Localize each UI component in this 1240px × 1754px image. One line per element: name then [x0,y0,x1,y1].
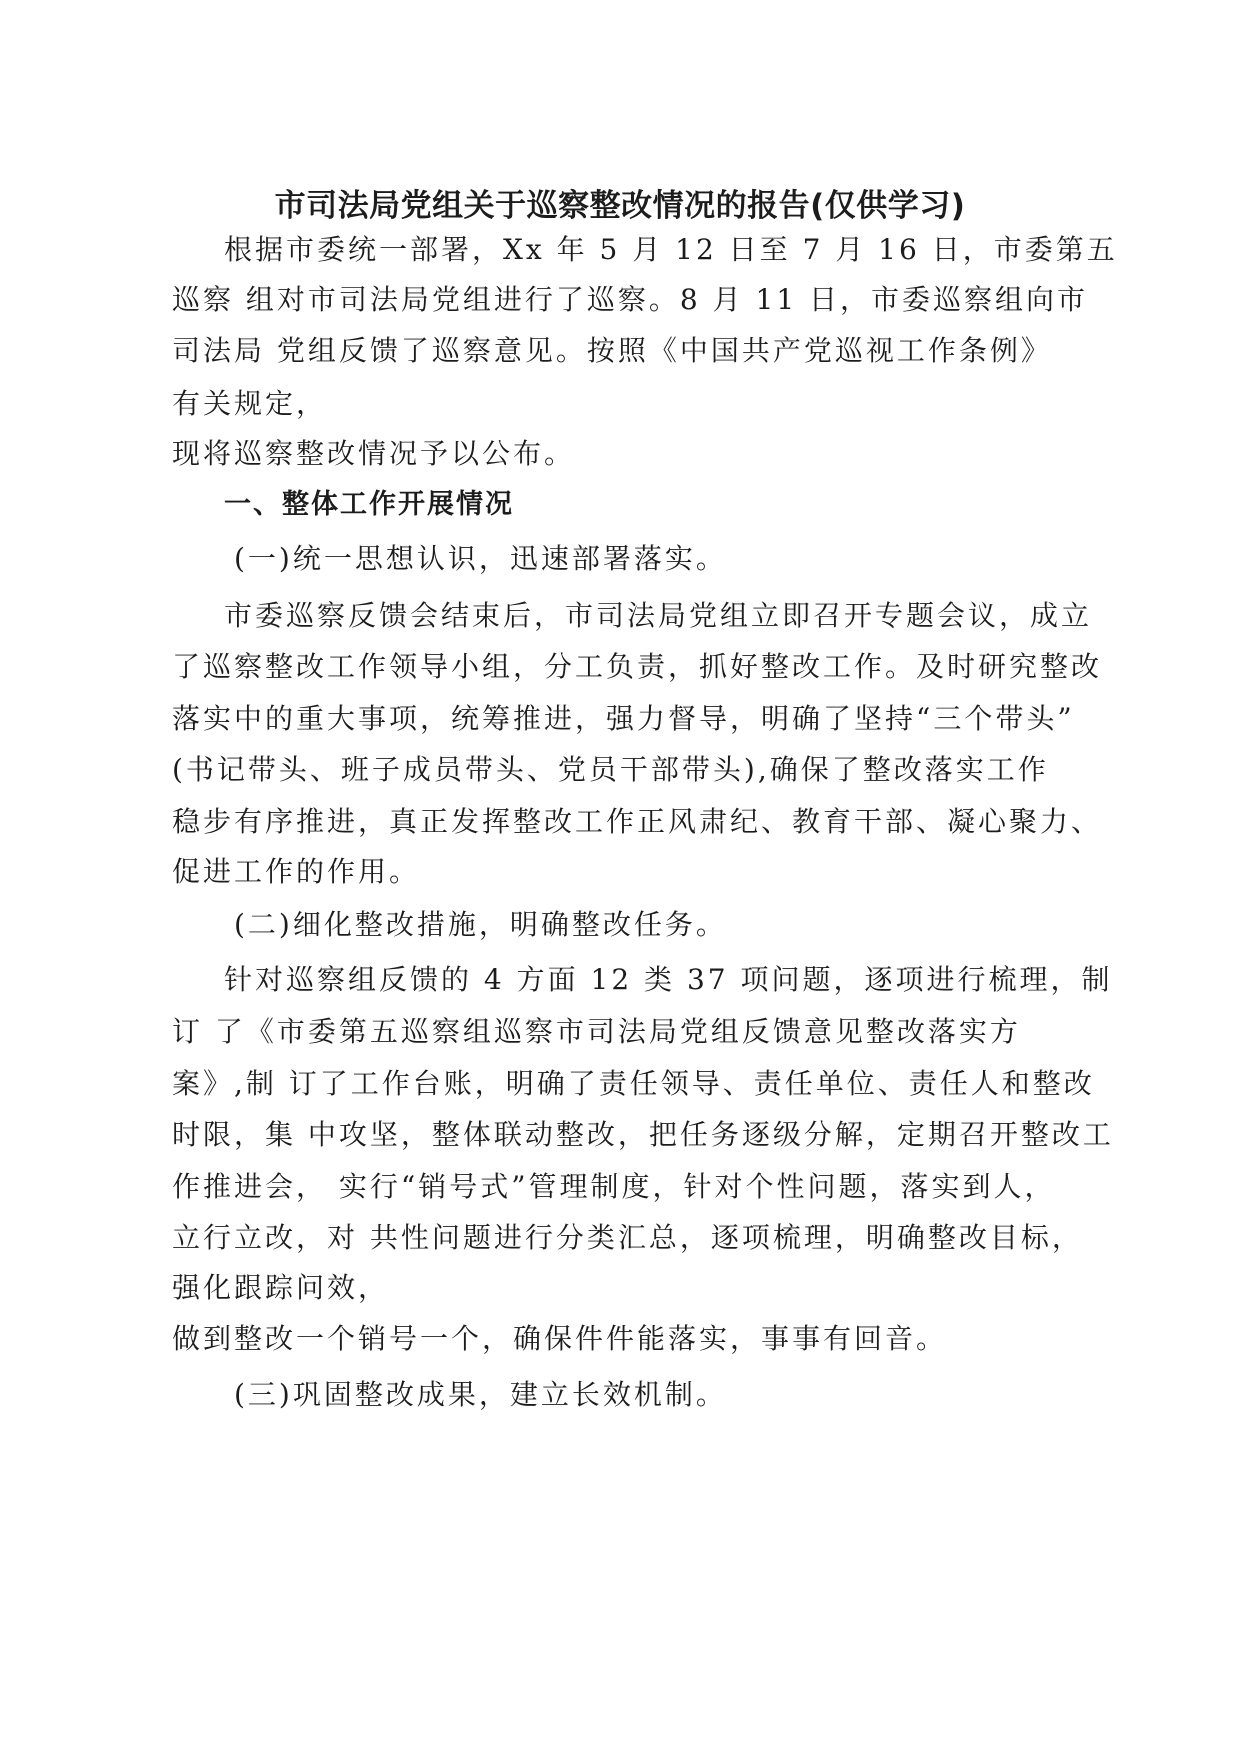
paragraph-line: 稳步有序推进，真正发挥整改工作正风肃纪、教育干部、凝心聚力、 [172,805,1103,838]
paragraph-line: 时限，集 中攻坚，整体联动整改，把任务逐级分解，定期召开整改工 [172,1118,1114,1151]
paragraph-line: 司法局 党组反馈了巡察意见。按照《中国共产党巡视工作条例》 [172,334,1052,367]
paragraph-line: (书记带头、班子成员带头、党员干部带头),确保了整改落实工作 [172,753,1049,786]
paragraph-line: 了巡察整改工作领导小组，分工负责，抓好整改工作。及时研究整改 [172,650,1103,683]
paragraph-line: 订 了《市委第五巡察组巡察市司法局党组反馈意见整改落实方 [172,1015,1021,1048]
paragraph-line: 现将巡察整改情况予以公布。 [172,437,576,470]
subsection-heading: (一)统一思想认识，迅速部署落实。 [234,542,727,575]
paragraph-line: 做到整改一个销号一个，确保件件能落实，事事有回音。 [172,1322,948,1355]
paragraph-line: 落实中的重大事项，统筹推进，强力督导，明确了坚持“三个带头” [172,702,1075,735]
document-title: 市司法局党组关于巡察整改情况的报告(仅供学习) [274,188,966,224]
paragraph-line: 案》,制 订了工作台账，明确了责任领导、责任单位、责任人和整改 [172,1067,1095,1100]
paragraph-line: 立行立改，对 共性问题进行分类汇总，逐项梳理，明确整改目标， [172,1221,1083,1254]
paragraph-line: 根据市委统一部署，Xx 年 5 月 12 日至 7 月 16 日，市委第五 [224,233,1118,266]
paragraph-line: 强化跟踪问效， [172,1271,390,1304]
paragraph-line: 促进工作的作用。 [172,855,421,888]
paragraph-line: 针对巡察组反馈的 4 方面 12 类 37 项问题，逐项进行梳理，制 [224,963,1113,996]
paragraph-line: 有关规定， [172,387,328,420]
section-heading: 一、整体工作开展情况 [224,489,514,520]
subsection-heading: (二)细化整改措施，明确整改任务。 [234,908,727,941]
paragraph-line: 市委巡察反馈会结束后，市司法局党组立即召开专题会议，成立 [224,599,1093,632]
paragraph-line: 巡察 组对市司法局党组进行了巡察。8 月 11 日，市委巡察组向市 [172,283,1089,316]
paragraph-line: 作推进会， 实行“销号式”管理制度，针对个性问题，落实到人， [172,1170,1056,1203]
subsection-heading: (三)巩固整改成果，建立长效机制。 [234,1378,727,1411]
